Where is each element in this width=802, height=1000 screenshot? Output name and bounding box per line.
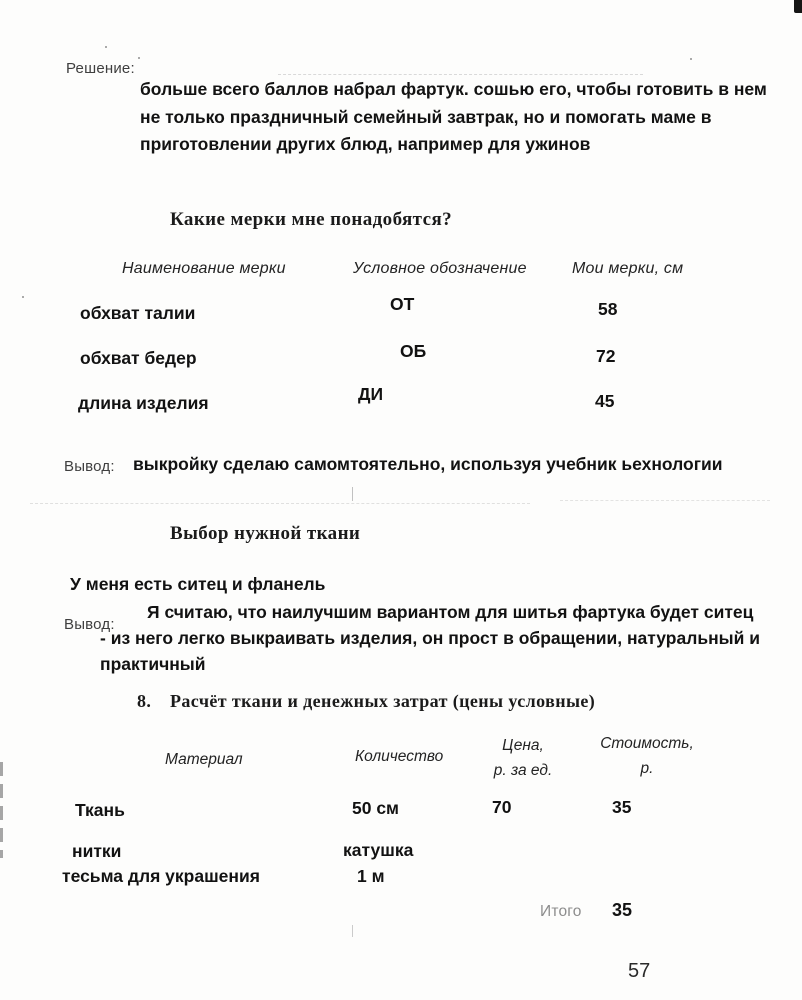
measurements-header-code: Условное обозначение — [353, 260, 527, 277]
cost-qty: 50 см — [352, 798, 400, 818]
measurement-code: ОБ — [400, 341, 427, 361]
scan-dot — [690, 58, 692, 60]
measurement-code: ДИ — [358, 384, 384, 404]
conclusion-label: Вывод: — [64, 458, 115, 475]
scan-dot — [105, 46, 107, 48]
measurements-title: Какие мерки мне понадобятся? — [170, 209, 453, 230]
measurement-name: длина изделия — [78, 393, 209, 413]
cost-cost: 35 — [612, 797, 632, 817]
scan-mark-top-right — [794, 0, 802, 13]
cost-material: тесьма для украшения — [62, 866, 260, 886]
costs-total-label: Итого — [540, 903, 582, 920]
scan-dashed-line — [278, 74, 643, 75]
costs-header-cost-line1: Стоимость, — [600, 735, 694, 752]
cost-qty: катушка — [343, 840, 414, 860]
measurement-name: обхват бедер — [80, 348, 197, 368]
measurement-value: 72 — [596, 346, 616, 366]
fabric-title: Выбор нужной ткани — [170, 523, 361, 544]
costs-total-value: 35 — [612, 900, 633, 920]
costs-number: 8. — [137, 691, 152, 711]
scan-tick — [352, 487, 353, 501]
measurement-value: 45 — [595, 391, 615, 411]
cost-material: Ткань — [75, 800, 125, 820]
fabric-conclusion-text: Я считаю, что наилучшим вариантом для шитья фартука будет ситец - из него легко выкраивать изделия, он прост в обращении, натуральный и практичный — [100, 602, 760, 674]
scan-dashed-line — [30, 503, 530, 504]
measurement-code: ОТ — [390, 294, 415, 314]
cost-price: 70 — [492, 797, 512, 817]
cost-material: нитки — [72, 841, 122, 861]
costs-header-quantity: Количество — [355, 748, 444, 765]
costs-header-cost-line2: р. — [640, 760, 654, 777]
measurement-name: обхват талии — [80, 303, 196, 323]
costs-header-cost — [592, 731, 702, 781]
scan-dashed-line — [560, 500, 770, 501]
costs-header-material: Материал — [165, 751, 243, 768]
fabric-have-text: У меня есть ситец и фланель — [70, 574, 326, 594]
cost-qty: 1 м — [357, 866, 385, 886]
scan-dot — [22, 296, 24, 298]
solution-label: Решение: — [66, 60, 135, 77]
costs-header-price-line2: р. за ед. — [493, 762, 553, 779]
measurements-header-value: Мои мерки, см — [572, 260, 684, 277]
scan-tick — [352, 925, 353, 937]
costs-header-price-line1: Цена, — [502, 737, 544, 754]
solution-text: больше всего баллов набрал фартук. сошью его, чтобы готовить в нем не только праздничный семейный завтрак, но и помогать маме в приготовлении других блюд, например для ужинов — [140, 79, 767, 154]
costs-header-price — [483, 733, 563, 783]
costs-title: Расчёт ткани и денежных затрат (цены условные) — [170, 691, 596, 711]
page-number: 57 — [628, 960, 651, 982]
scan-mark-left-edge — [0, 762, 3, 858]
conclusion-text: выкройку сделаю самомтоятельно, используя учебник ьехнологии — [133, 454, 723, 474]
measurements-header-name: Наименование мерки — [122, 260, 286, 277]
measurement-value: 58 — [598, 299, 618, 319]
conclusion-label: Вывод: — [64, 616, 115, 633]
scan-dot — [138, 57, 140, 59]
